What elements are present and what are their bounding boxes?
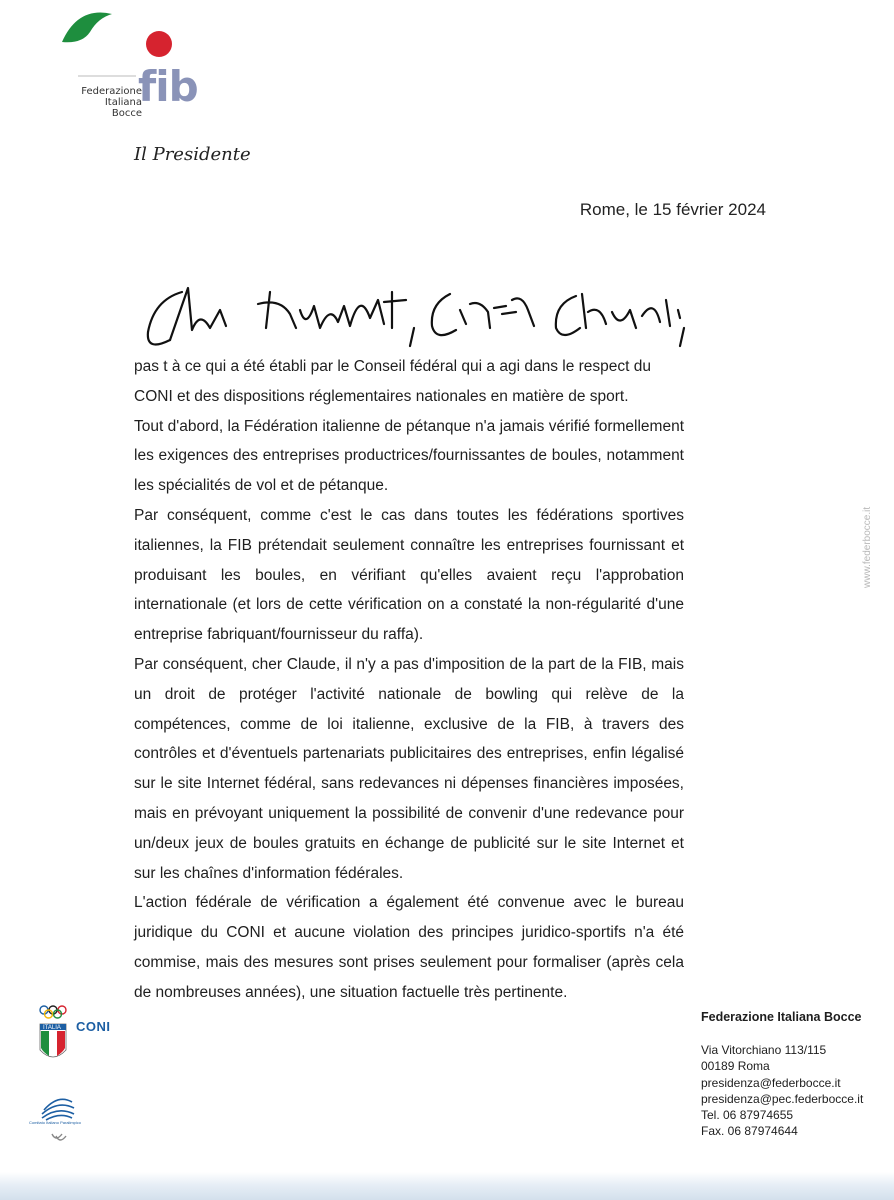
paralympic-label: Comitato Italiano Paralimpico bbox=[28, 1120, 82, 1125]
bottom-decorative-band bbox=[0, 1172, 894, 1200]
footer-contact bbox=[701, 1010, 863, 1140]
letter-paragraph-4: Par conséquent, cher Claude, il n'y a pas d'imposition de la part de la FIB, mais un droit de protéger l'activité nationale de bowling qui relève de la compétences, comme de loi italienne, exclusive de la FIB, à travers des contrôles et d'éventuels partenariats publicitaires des entreprises, enfin légalisé sur le site Internet fédéral, sans redevances ni dépenses financières imposées, mais en prévoyant uniquement la possibilité de convenir d'une redevance pour un/deux jeux de boules gratuits en échange de publicité sur le site Internet et sur les chaînes d'information fédérales. bbox=[134, 655, 684, 882]
coni-label: CONI bbox=[76, 1019, 111, 1034]
coni-logo bbox=[38, 1002, 128, 1072]
letter-date: Rome, le 15 février 2024 bbox=[579, 200, 766, 219]
footer-address-street: Via Vitorchiano 113/115 bbox=[701, 1043, 827, 1057]
red-ball-shape bbox=[146, 31, 172, 57]
letter-paragraph-1: pas t à ce qui a été établi par le Conseil fédéral qui a agi dans le respect du CONI et des dispositions réglementaires nationales en matière de sport. bbox=[134, 358, 651, 405]
green-leaf-shape bbox=[62, 13, 112, 43]
footer-email: presidenza@federbocce.it bbox=[701, 1075, 841, 1090]
footer-address-city: 00189 Roma bbox=[701, 1059, 770, 1074]
logo-org-line1: Federazione bbox=[81, 86, 142, 97]
letter-paragraph-5: L'action fédérale de vérification a également été convenue avec le bureau juridique du CONI et aucune violation des principes juridico-sportifs n'a été commise, mais des mesures sont prises seulement pour formaliser (après cela de nombreuses années), une situation factuelle très pertinente. bbox=[134, 894, 684, 1001]
footer-org-name: Federazione Italiana Bocce bbox=[701, 1010, 862, 1024]
paralympic-logo bbox=[24, 1086, 94, 1146]
fib-wordmark: fib bbox=[138, 62, 198, 111]
letter-paragraph-2: Tout d'abord, la Fédération italienne de pétanque n'a jamais vérifié formellement les exigences des entreprises productrices/fournissantes de boules, notamment les spécialités de vol et de pétanque. bbox=[134, 417, 684, 495]
side-watermark-url: www.federbocce.it bbox=[862, 506, 873, 588]
footer-pec-email: presidenza@pec.federbocce.it bbox=[701, 1091, 864, 1106]
coni-badge-label: ITALIA bbox=[43, 1025, 61, 1031]
footer-fax: Fax. 06 87974644 bbox=[701, 1124, 798, 1139]
letter-paragraph-3: Par conséquent, comme c'est le cas dans toutes les fédérations sportives italiennes, la FIB prétendait seulement connaître les entreprises fournissant et produisant les boules, en vérifiant qu'elles avaient reçu l'approbation internationale (et lors de cette vérification on a constaté la non-régularité d'une entreprise fabriquant/fournisseur du raffa). bbox=[134, 506, 684, 644]
president-title: Il Presidente bbox=[134, 144, 251, 165]
letter-body bbox=[134, 352, 684, 1008]
footer-phone: Tel. 06 87974655 bbox=[701, 1108, 794, 1123]
logo-org-name bbox=[72, 86, 142, 119]
logo-org-line2: Italiana Bocce bbox=[104, 97, 142, 119]
